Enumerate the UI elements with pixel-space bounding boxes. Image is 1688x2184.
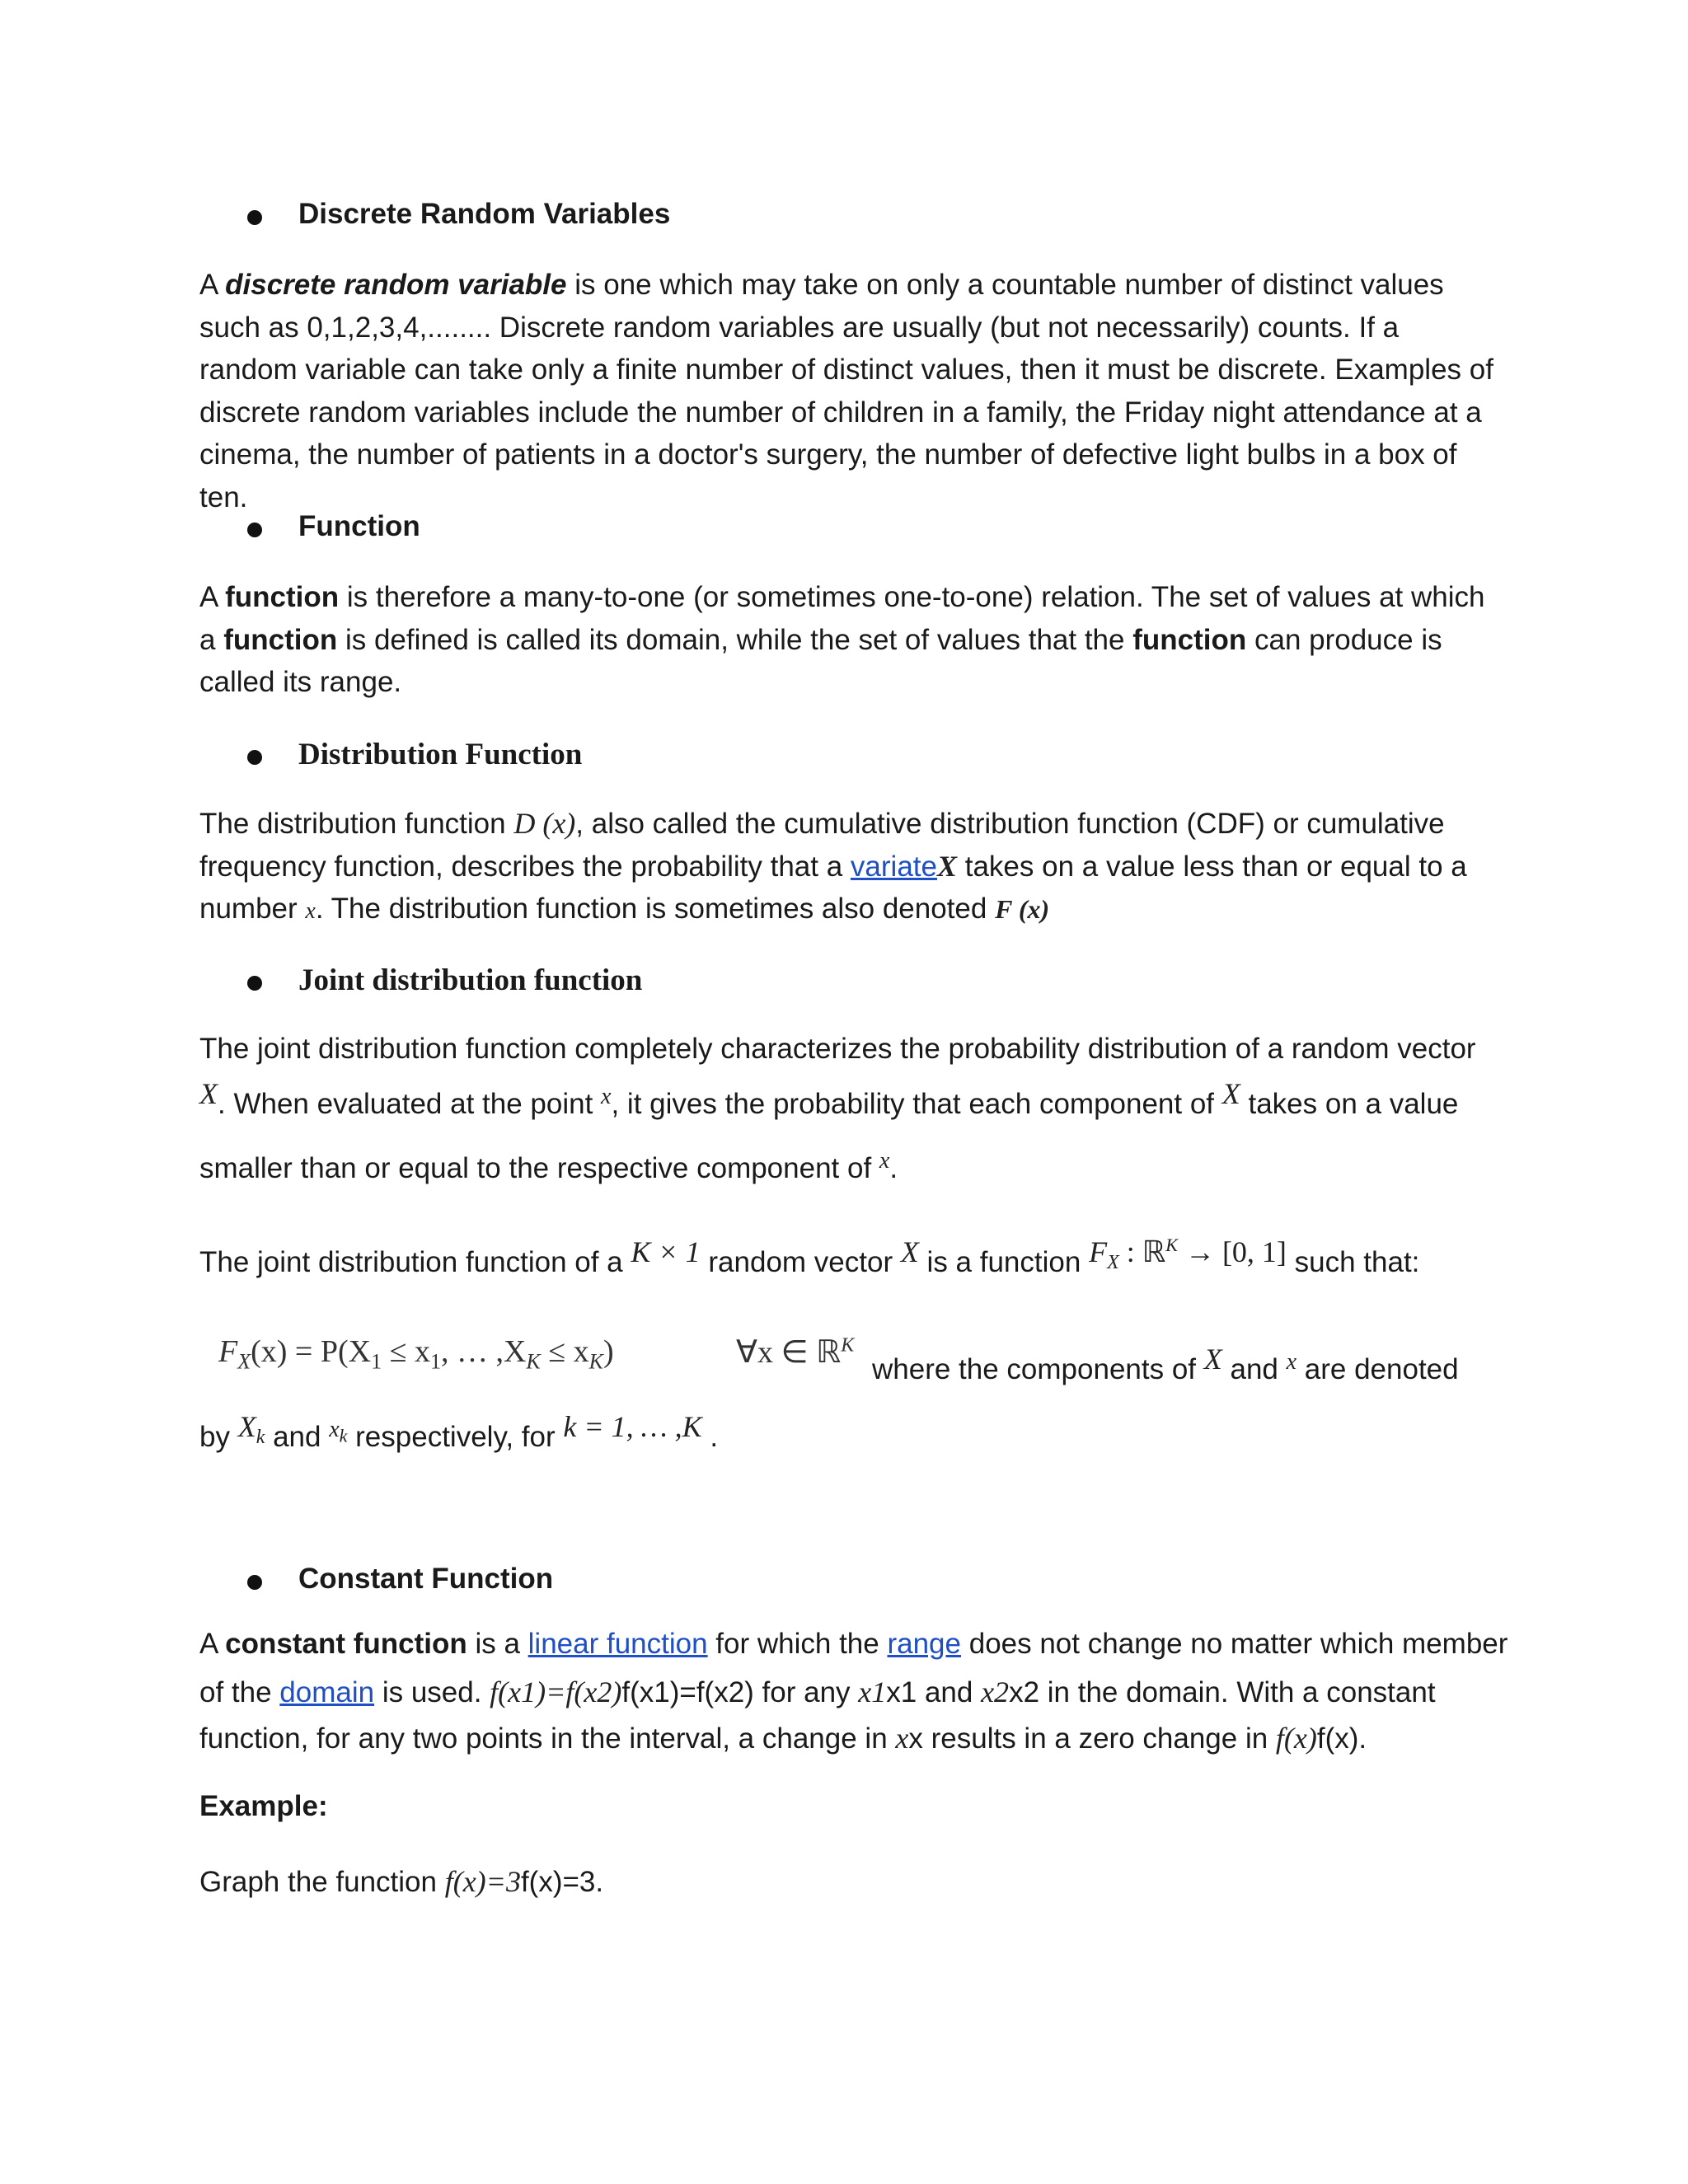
math-subscript: k <box>339 1425 348 1446</box>
math-symbol: F <box>1089 1235 1108 1268</box>
text: A <box>199 581 226 613</box>
text: by <box>199 1421 238 1453</box>
math-text: ) <box>603 1334 614 1369</box>
math-k-range: k = 1, … ,K <box>563 1410 702 1443</box>
text: smaller than or equal to the respective component of <box>199 1152 879 1184</box>
text: A <box>199 269 226 301</box>
text: is used. <box>374 1676 490 1708</box>
text: takes on a value <box>1240 1088 1459 1120</box>
text: is one which may take on only a countable number of distinct values such as 0,1,2,3,4,........ Discrete random variables are usually (but not necessarily) counts. If a random variable can take only a finite number of distinct values, then it must be discrete. Examples of discrete random variables include the number of children in a family, the Friday night attendance at a cinema, the number of patients in a doctor's surgery, the number of defective light bulbs in a box of ten. <box>199 269 1493 513</box>
math-subscript: X <box>237 1349 251 1374</box>
text: number <box>199 893 306 925</box>
math-text: ≤ x <box>540 1334 589 1369</box>
math-subscript: X <box>1107 1252 1119 1274</box>
distribution-line-3 <box>199 893 1049 926</box>
text: Graph the function <box>199 1866 445 1898</box>
math-text: : ℝ <box>1118 1235 1166 1268</box>
math-fx-eq-3: f(x)=3 <box>444 1865 521 1898</box>
text: takes on a value less than or equal to a <box>957 851 1467 883</box>
term-function: function <box>225 581 340 613</box>
text: . <box>701 1421 719 1453</box>
math-Dx: D (x) <box>513 807 576 840</box>
text: x1 and <box>886 1676 982 1708</box>
text: and <box>1221 1353 1287 1385</box>
paragraph-discrete-random-variables <box>199 264 1502 518</box>
math-symbol: X <box>237 1410 256 1443</box>
math-X: X <box>900 1235 919 1268</box>
bullet-icon <box>247 523 262 537</box>
constant-line-3 <box>199 1721 1367 1755</box>
distribution-line-2 <box>199 849 1467 883</box>
text: f(x). <box>1316 1722 1367 1755</box>
math-superscript: K <box>841 1334 855 1357</box>
text: The joint distribution function of a <box>199 1246 631 1278</box>
heading-constant-function: Constant Function <box>298 1563 554 1595</box>
math-K-by-1: K × 1 <box>631 1235 701 1268</box>
text: , it gives the probability that each component of <box>611 1088 1222 1120</box>
constant-line-2 <box>199 1675 1436 1709</box>
joint-line-6 <box>199 1410 719 1459</box>
math-X: X <box>199 1077 218 1110</box>
math-x: x <box>601 1084 612 1109</box>
math-fx: f(x) <box>1275 1722 1317 1755</box>
graph-instruction <box>199 1864 603 1899</box>
math-fx1-eq-fx2: f(x1)=f(x2) <box>490 1675 622 1708</box>
math-X: X <box>936 850 957 883</box>
math-subscript: K <box>588 1349 603 1374</box>
math-Fx: F (x) <box>995 894 1050 924</box>
text: , also called the cumulative distribution function (CDF) or cumulative <box>575 808 1445 840</box>
text: The distribution function <box>199 808 514 840</box>
math-text: (x) = P(X <box>251 1334 372 1369</box>
math-x: x <box>305 898 316 924</box>
link-domain[interactable]: domain <box>279 1676 375 1708</box>
example-label: Example: <box>199 1790 328 1822</box>
joint-line-5 <box>872 1343 1459 1386</box>
bullet-icon <box>247 750 262 765</box>
math-Xk <box>237 1410 265 1449</box>
distribution-line-1 <box>199 806 1445 841</box>
joint-line-2 <box>199 1077 1459 1121</box>
text: frequency function, describes the probability that a <box>199 851 851 883</box>
math-symbol: F <box>218 1334 238 1369</box>
text: is a <box>467 1628 528 1660</box>
link-linear-function[interactable]: linear function <box>528 1628 708 1660</box>
heading-discrete-random-variables: Discrete Random Variables <box>298 198 671 230</box>
text: . When evaluated at the point <box>218 1088 602 1120</box>
bullet-icon <box>247 976 262 991</box>
joint-line-4 <box>199 1235 1420 1284</box>
heading-function: Function <box>298 510 420 542</box>
constant-line-1 <box>199 1628 1507 1661</box>
text: function, for any two points in the interval, a change in <box>199 1722 896 1755</box>
math-text: ≤ x <box>382 1334 430 1369</box>
text: x results in a zero change in <box>908 1722 1276 1755</box>
math-subscript: K <box>526 1349 541 1374</box>
math-x2: x2 <box>981 1675 1010 1708</box>
text: such that: <box>1286 1246 1420 1278</box>
link-variate[interactable]: variate <box>850 851 937 883</box>
equation-joint-cdf <box>218 1333 614 1375</box>
text: . <box>889 1152 898 1184</box>
heading-joint-distribution-function: Joint distribution function <box>298 963 643 997</box>
math-subscript: k <box>256 1427 265 1449</box>
text: random vector <box>700 1246 901 1278</box>
equation-forall <box>736 1333 854 1371</box>
term-function: function <box>1132 623 1247 656</box>
text: is defined is called its domain, while the set of values that the <box>337 623 1133 656</box>
text: is a function <box>918 1246 1090 1278</box>
math-x: x <box>879 1148 890 1174</box>
paragraph-function <box>199 576 1502 704</box>
text: f(x)=3. <box>520 1866 604 1898</box>
text: can produce is called its range. <box>199 623 1442 698</box>
math-text: , … ,X <box>440 1334 527 1369</box>
math-x1: x1 <box>858 1675 887 1708</box>
joint-line-3 <box>199 1148 898 1185</box>
math-text: ∀x ∈ ℝ <box>736 1335 842 1370</box>
text: where the components of <box>872 1353 1204 1385</box>
bullet-icon <box>247 210 262 225</box>
math-subscript: 1 <box>429 1349 441 1374</box>
text: for which the <box>707 1628 888 1660</box>
math-subscript: 1 <box>371 1349 382 1374</box>
bullet-icon <box>247 1575 262 1590</box>
math-text: → [0, 1] <box>1177 1235 1287 1268</box>
math-superscript: K <box>1165 1235 1178 1255</box>
text: does not change no matter which member <box>961 1628 1508 1660</box>
math-map <box>1089 1235 1287 1274</box>
text: f(x1)=f(x2) for any <box>621 1676 859 1708</box>
math-X: X <box>1221 1077 1240 1110</box>
text: is therefore a many-to-one (or sometimes one-to-one) relation. The set of values at which a <box>199 581 1485 656</box>
text: and <box>265 1421 330 1453</box>
heading-distribution-function: Distribution Function <box>298 738 583 771</box>
text: are denoted <box>1296 1353 1459 1385</box>
math-x: x <box>1286 1349 1297 1375</box>
math-symbol: x <box>329 1417 340 1442</box>
text: A <box>199 1628 226 1660</box>
link-range[interactable]: range <box>887 1628 961 1660</box>
term-function: function <box>223 623 338 656</box>
joint-line-1: The joint distribution function completely characterizes the probability distribution of a random vector <box>199 1033 1476 1065</box>
text: of the <box>199 1676 280 1708</box>
math-xk <box>329 1417 348 1446</box>
math-x: x <box>895 1722 909 1755</box>
text: respectively, for <box>347 1421 564 1453</box>
term-constant-function: constant function <box>225 1628 467 1660</box>
text: . The distribution function is sometimes also denoted <box>315 893 996 925</box>
term-discrete-random-variable: discrete random variable <box>225 269 567 301</box>
math-X: X <box>1203 1343 1222 1376</box>
text: x2 in the domain. With a constant <box>1009 1676 1436 1708</box>
